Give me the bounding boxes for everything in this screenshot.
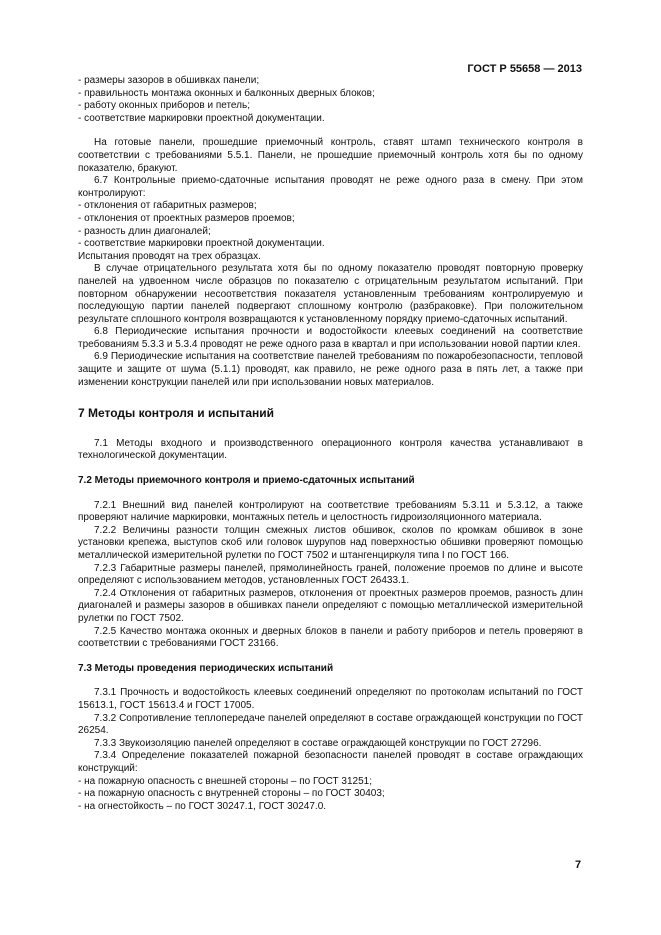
- list-item: - отклонения от габаритных размеров;: [78, 200, 257, 212]
- paragraph-7-2-4: 7.2.4 Отклонения от габаритных размеров, отклонения от проектных размеров проемов, разность длин диагоналей и размеры зазоров в обшивках панели определяют с помощью металлической измерительной рулетки по ГОСТ 7502.: [78, 587, 583, 624]
- list-item: - разность длин диагоналей;: [78, 225, 211, 237]
- paragraph-7-3-4: 7.3.4 Определение показателей пожарной безопасности панелей проводят в составе ограждающих конструкций:: [78, 750, 583, 774]
- document-body: [78, 75, 583, 813]
- paragraph-7-2-5: 7.2.5 Качество монтажа оконных и дверных блоков в панели и работу приборов и петель проверяют в соответствии с требованиями ГОСТ 23166.: [78, 625, 583, 650]
- subsection-heading-7-2: 7.2 Методы приемочного контроля и приемо-сдаточных испытаний: [78, 475, 415, 487]
- list-item: - отклонения от проектных размеров проемов;: [78, 212, 295, 224]
- paragraph-7-2-3: 7.2.3 Габаритные размеры панелей, прямолинейность граней, положение проемов по длине и высоте определяют с использованием методов, установленных ГОСТ 26433.1.: [78, 562, 583, 587]
- paragraph-three-samples: Испытания проводят на трех образцах.: [78, 250, 261, 262]
- list-item: - работу оконных приборов и петель;: [78, 100, 250, 112]
- list-item: - на огнестойкость – по ГОСТ 30247.1, ГОСТ 30247.0.: [78, 800, 327, 812]
- paragraph-6-9: 6.9 Периодические испытания на соответствие панелей требованиям по пожаробезопасности, тепловой защите и защите от шума (5.1.1) проводят, как правило, не реже одного раза в пять лет, а также при изменении конструкции панелей или при использовании новых материалов.: [78, 351, 583, 388]
- paragraph-7-2-2: 7.2.2 Величины разности толщин смежных листов обшивок, сколов по кромкам обшивок в зоне установки крепежа, выступов скоб или головок шурупов над поверхностью обшивки проверяют помощью металлической измерительной рулетки по ГОСТ 7502 и штангенциркуля типа I по ГОСТ 166.: [78, 524, 583, 561]
- paragraph-7-3-2: 7.3.2 Сопротивление теплопередаче панелей определяют в составе ограждающей конструкции по ГОСТ 26254.: [78, 712, 583, 737]
- paragraph-7-3-3: 7.3.3 Звукоизоляцию панелей определяют в составе ограждающей конструкции по ГОСТ 27296.: [94, 737, 542, 749]
- section-heading-7: 7 Методы контроля и испытаний: [78, 406, 275, 421]
- paragraph-negative-result: В случае отрицательного результата хотя бы по одному показателю проводят повторную проверку панелей на удвоенном числе образцов по показателю с отрицательным результатом испытаний. При повторном обнаружении несоответствия показателя установленным требованиям контролируемую и последующую партии панелей подвергают сплошному контролю (разбраковке). При положительном результате сплошного контроля возвращаются к установленному порядку приемо-сдаточных испытаний.: [78, 263, 583, 325]
- list-item: - соответствие маркировки проектной документации.: [78, 238, 325, 250]
- paragraph-7-3-1: 7.3.1 Прочность и водостойкость клеевых соединений определяют по протоколам испытаний по ГОСТ 15613.1, ГОСТ 15613.4 и ГОСТ 17005.: [78, 687, 583, 711]
- document-header: ГОСТ Р 55658 — 2013: [467, 63, 582, 75]
- page-number: 7: [575, 859, 582, 871]
- paragraph-6-8: 6.8 Периодические испытания прочности и водостойкости клеевых соединений на соответствие требованиям 5.3.3 и 5.3.4 проводят не реже одного раза в квартал и при использовании новой партии клея.: [78, 326, 583, 350]
- subsection-heading-7-3: 7.3 Методы проведения периодических испытаний: [78, 662, 334, 674]
- list-item: - соответствие маркировки проектной документации.: [78, 112, 325, 124]
- paragraph-stamp: На готовые панели, прошедшие приемочный контроль, ставят штамп технического контроля в соответствии с требованиями 5.5.1. Панели, не прошедшие приемочный контроль хотя бы по одному показателю, бракуют.: [78, 137, 583, 174]
- paragraph-7-2-1: 7.2.1 Внешний вид панелей контролируют на соответствие требованиям 5.3.11 и 5.3.12, а также проверяют наличие маркировки, монтажных петель и целостность гидроизоляционного материала.: [78, 499, 583, 524]
- list-item: - на пожарную опасность с внешней стороны – по ГОСТ 31251;: [78, 775, 373, 787]
- list-item: - на пожарную опасность с внутренней стороны – по ГОСТ 30403;: [78, 788, 385, 800]
- list-item: - правильность монтажа оконных и балконных дверных блоков;: [78, 87, 375, 99]
- paragraph-7-1: 7.1 Методы входного и производственного операционного контроля качества устанавливают в технологической документации.: [78, 437, 583, 462]
- paragraph-6-7: 6.7 Контрольные приемо-сдаточные испытания проводят не реже одного раза в смену. При этом контролируют:: [78, 175, 583, 199]
- list-item: - размеры зазоров в обшивках панели;: [78, 75, 260, 86]
